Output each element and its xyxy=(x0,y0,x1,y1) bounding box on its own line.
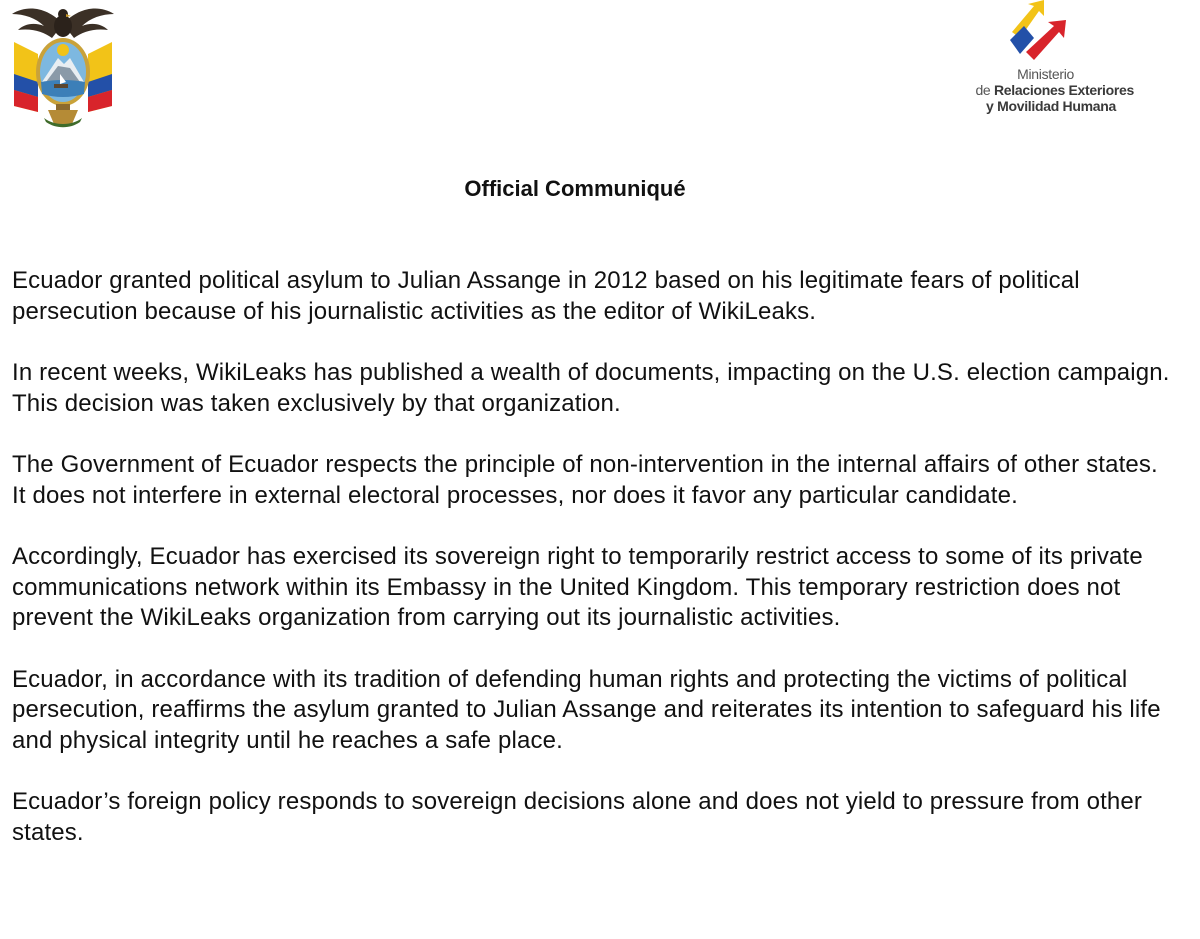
ministry-name-line2-main: Relaciones Exteriores xyxy=(994,82,1134,98)
communique-body xyxy=(12,266,1172,879)
ministry-name-line2-prefix: de xyxy=(975,82,994,98)
coat-of-arms xyxy=(8,2,118,130)
paragraph-6: Ecuador’s foreign policy responds to sovereign decisions alone and does not yield to pressure from other states. xyxy=(12,788,1143,846)
paragraph-3: The Government of Ecuador respects the principle of non-intervention in the internal affairs of other states. It does not interfere in external electoral processes, nor does it favor any particular candidate. xyxy=(12,451,1158,509)
paragraph-4: Accordingly, Ecuador has exercised its sovereign right to temporarily restrict access to some of its private communications network within its Embassy in the United Kingdom. This temporary restriction does not prevent the WikiLeaks organization from carrying out its journalistic activities. xyxy=(12,543,1143,631)
ministry-logo xyxy=(938,0,1138,125)
ecuador-coat-of-arms-icon xyxy=(8,2,118,130)
ministry-name xyxy=(938,66,1138,114)
paragraph-5: Ecuador, in accordance with its tradition of defending human rights and protecting the victims of political persecution, reaffirms the asylum granted to Julian Assange and reiterates its intention to safeguard his life and physical integrity until he reaches a safe place. xyxy=(12,665,1161,754)
ministry-name-line3: y Movilidad Humana xyxy=(986,98,1116,114)
ministry-name-line1: Ministerio xyxy=(1017,66,1074,82)
paragraph-2: In recent weeks, WikiLeaks has published a wealth of documents, impacting on the U.S. election campaign. This decision was taken exclusively by that organization. xyxy=(12,359,1170,417)
communique-title: Official Communiqué xyxy=(464,176,686,201)
paragraph-1: Ecuador granted political asylum to Julian Assange in 2012 based on his legitimate fears of political persecution because of his journalistic activities as the editor of WikiLeaks. xyxy=(12,267,1080,325)
ministry-name-line2 xyxy=(938,82,1138,98)
ministry-flag-arrows-icon xyxy=(1004,0,1072,62)
